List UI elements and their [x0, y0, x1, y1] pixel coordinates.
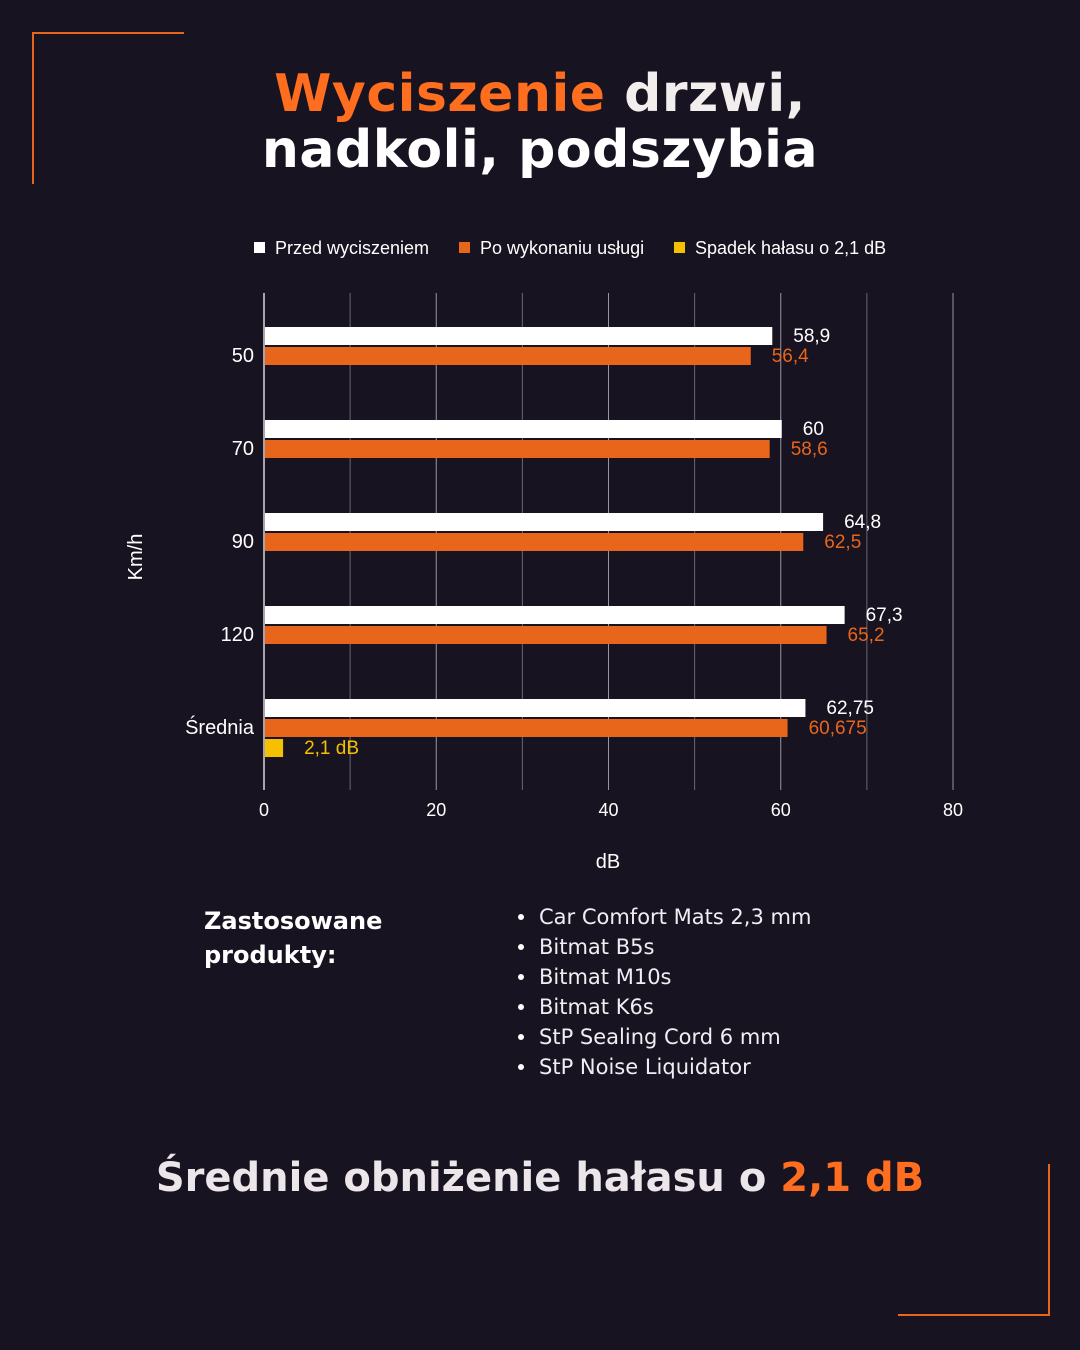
title-rest: drzwi, [605, 64, 806, 124]
products-label-line1: Zastosowane [204, 907, 383, 935]
x-tick-label: 80 [942, 800, 964, 820]
product-item: Bitmat B5s [518, 932, 811, 962]
data-label: 60 [802, 419, 824, 440]
bar [265, 626, 827, 644]
data-label: 62,75 [826, 698, 874, 719]
category-label: 90 [231, 531, 254, 553]
bar [265, 606, 845, 624]
category-label: 120 [220, 624, 254, 646]
data-label: 67,3 [865, 605, 903, 626]
bar [265, 719, 788, 737]
category-label: 70 [231, 438, 254, 460]
legend-swatch [254, 242, 265, 253]
title-line2: nadkoli, podszybia [261, 120, 819, 180]
data-label: 62,5 [824, 532, 862, 553]
title-accent: Wyciszenie [274, 64, 606, 124]
bar [265, 327, 772, 345]
data-label: 56,4 [771, 346, 809, 367]
summary-text [0, 1150, 1080, 1206]
data-label: 64,8 [844, 512, 882, 533]
product-item: Car Comfort Mats 2,3 mm [518, 902, 811, 932]
bar [265, 420, 782, 438]
legend-label: Przed wyciszeniem [275, 238, 430, 258]
bar [265, 739, 283, 757]
summary-main: Średnie obniżenie hałasu o [155, 1155, 781, 1201]
legend-swatch [459, 242, 470, 253]
data-label: 60,675 [808, 718, 867, 739]
legend-label: Spadek hałasu o 2,1 dB [695, 238, 887, 258]
y-axis-label: Km/h [125, 533, 147, 581]
bar [265, 440, 770, 458]
x-axis-label: dB [595, 851, 621, 873]
legend-swatch [674, 242, 685, 253]
bar [265, 533, 803, 551]
product-item: StP Sealing Cord 6 mm [518, 1022, 811, 1052]
data-label: 58,6 [790, 439, 828, 460]
products-label [204, 904, 494, 972]
bar [265, 699, 805, 717]
products-label-line2: produkty: [204, 941, 337, 969]
category-label: Średnia [185, 717, 254, 739]
summary-highlight: 2,1 dB [780, 1155, 925, 1201]
x-tick-label: 40 [598, 800, 619, 820]
bar [265, 347, 751, 365]
product-item: Bitmat M10s [518, 962, 811, 992]
x-tick-label: 0 [258, 800, 270, 820]
data-label: 65,2 [847, 625, 885, 646]
legend-label: Po wykonaniu usługi [480, 238, 645, 258]
category-label: 50 [231, 345, 254, 367]
x-tick-label: 60 [770, 800, 791, 820]
data-label: 58,9 [793, 326, 831, 347]
x-tick-label: 20 [426, 800, 447, 820]
bar [265, 513, 823, 531]
product-item: Bitmat K6s [518, 992, 811, 1022]
data-label: 2,1 dB [304, 738, 360, 759]
products-list [518, 902, 811, 1082]
product-item: StP Noise Liquidator [518, 1052, 811, 1082]
